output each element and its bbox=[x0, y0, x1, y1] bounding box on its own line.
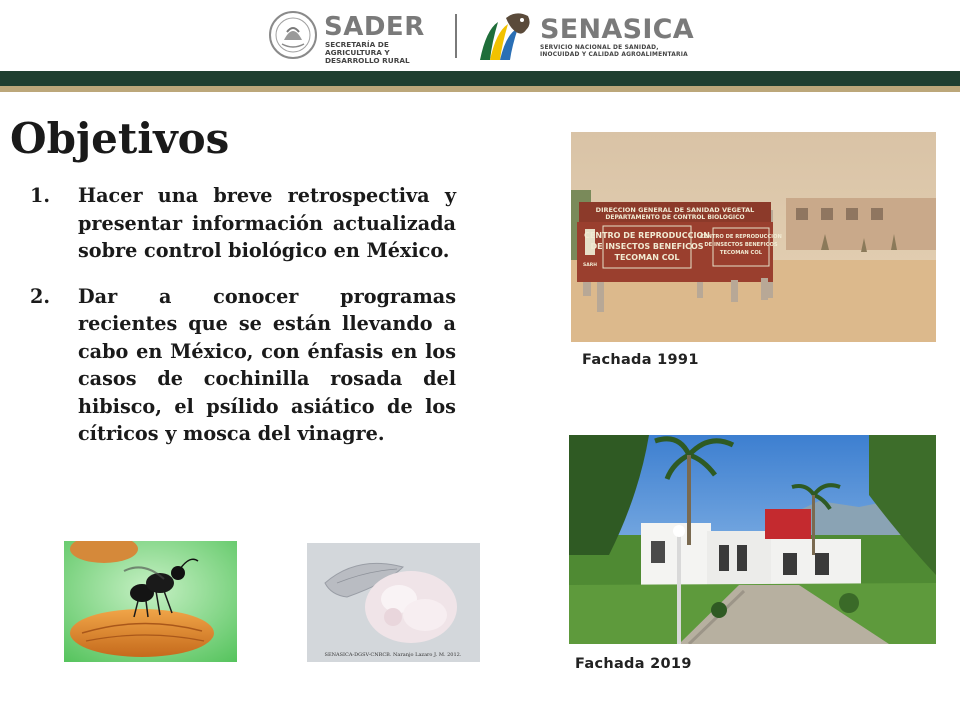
header-band-gold bbox=[0, 86, 960, 92]
sader-subtitle: SECRETARÍA DE AGRICULTURA Y DESARROLLO RURAL bbox=[325, 40, 410, 65]
caption-facade-1991: Fachada 1991 bbox=[582, 352, 699, 368]
list-item bbox=[30, 283, 456, 448]
list-item bbox=[30, 182, 456, 265]
senasica-logo bbox=[476, 10, 706, 64]
sign-main-line-3: TECOMAN COL bbox=[614, 253, 680, 262]
objective-number: 2. bbox=[30, 284, 51, 308]
header-band-green bbox=[0, 71, 960, 86]
sader-logo bbox=[268, 8, 438, 64]
objectives-list bbox=[30, 182, 456, 466]
objective-text: Hacer una breve retrospectiva y presentar información actualizada sobre control biológico en México. bbox=[78, 184, 456, 262]
sign-right-line-2: DE INSECTOS BENEFICOS bbox=[704, 242, 778, 248]
senasica-emblem-icon bbox=[476, 10, 534, 62]
photo-facade-1991 bbox=[571, 132, 936, 342]
mexico-seal-icon bbox=[268, 10, 318, 60]
logo-divider bbox=[455, 14, 457, 58]
photo-parasitoid-wasp bbox=[64, 541, 237, 662]
sign-main-line-2: DE INSECTOS BENEFICOS bbox=[590, 242, 704, 251]
header bbox=[0, 0, 960, 70]
page-title: Objetivos bbox=[10, 114, 230, 163]
senasica-subtitle: SERVICIO NACIONAL DE SANIDAD, INOCUIDAD Y CALIDAD AGROALIMENTARIA bbox=[540, 45, 688, 58]
sign-badge: SARH bbox=[583, 263, 597, 268]
sign-top-line-1: DIRECCION GENERAL DE SANIDAD VEGETAL bbox=[595, 206, 755, 214]
photo-stamp: SENASICA-DGSV-CNRCB. Naranjo Lazaro J. M. 2012. bbox=[324, 652, 462, 658]
sign-right-line-3: TECOMAN COL bbox=[719, 250, 763, 256]
sign-right-line-1: CENTRO DE REPRODUCCION bbox=[700, 234, 782, 240]
sign-main-line-1: CENTRO DE REPRODUCCION bbox=[584, 231, 710, 240]
sign-top-line-2: DEPARTAMENTO DE CONTROL BIOLOGICO bbox=[605, 214, 745, 221]
objective-number: 1. bbox=[30, 184, 51, 207]
caption-facade-2019: Fachada 2019 bbox=[575, 656, 692, 672]
photo-facade-2019 bbox=[569, 435, 936, 644]
photo-scale-insect bbox=[307, 543, 480, 662]
sader-name: SADER bbox=[324, 12, 425, 42]
objective-text: Dar a conocer programas recientes que se están llevando a cabo en México, con énfasis en los casos de cochinilla rosada del hibisco, el psílido asiático de los cítricos y mosca del vinagre. bbox=[78, 284, 456, 445]
senasica-name: SENASICA bbox=[540, 14, 694, 45]
